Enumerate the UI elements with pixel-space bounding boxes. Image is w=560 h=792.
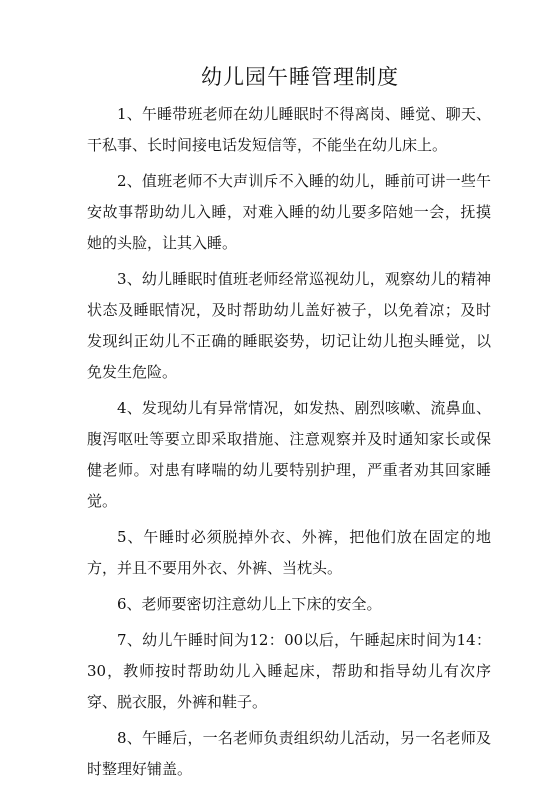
rules-list [87,99,491,790]
rule-2: 2、值班老师不大声训斥不入睡的幼儿，睡前可讲一些午安故事帮助幼儿入睡，对难入睡的幼儿要多陪她一会，抚摸她的头脸，让其入睡。 [87,172,491,252]
rule-4: 4、发现幼儿有异常情况，如发热、剧烈咳嗽、流鼻血、腹泻呕吐等要立即采取措施、注意观察并及时通知家长或保健老师。对患有哮喘的幼儿要特别护理，严重者劝其回家睡觉。 [87,399,491,510]
rule-3: 3、幼儿睡眠时值班老师经常巡视幼儿，观察幼儿的精神状态及睡眠情况，及时帮助幼儿盖好被子，以免着凉；及时发现纠正幼儿不正确的睡眠姿势，切记让幼儿抱头睡觉，以免发生危险。 [87,270,491,381]
rule-8: 8、午睡后，一名老师负责组织幼儿活动，另一名老师及时整理好铺盖。 [87,729,491,778]
rule-5: 5、午睡时必须脱掉外衣、外裤，把他们放在固定的地方，并且不要用外衣、外裤、当枕头。 [87,528,491,577]
document-title: 幼儿园午睡管理制度 [201,65,399,89]
rule-1: 1、午睡带班老师在幼儿睡眠时不得离岗、睡觉、聊天、干私事、长时间接电话发短信等，不能坐在幼儿床上。 [87,105,491,154]
rule-7: 7、幼儿午睡时间为12：00以后，午睡起床时间为14：30，教师按时帮助幼儿入睡起床，帮助和指导幼儿有次序穿、脱衣服，外裤和鞋子。 [87,631,491,711]
rule-6: 6、老师要密切注意幼儿上下床的安全。 [117,595,382,613]
